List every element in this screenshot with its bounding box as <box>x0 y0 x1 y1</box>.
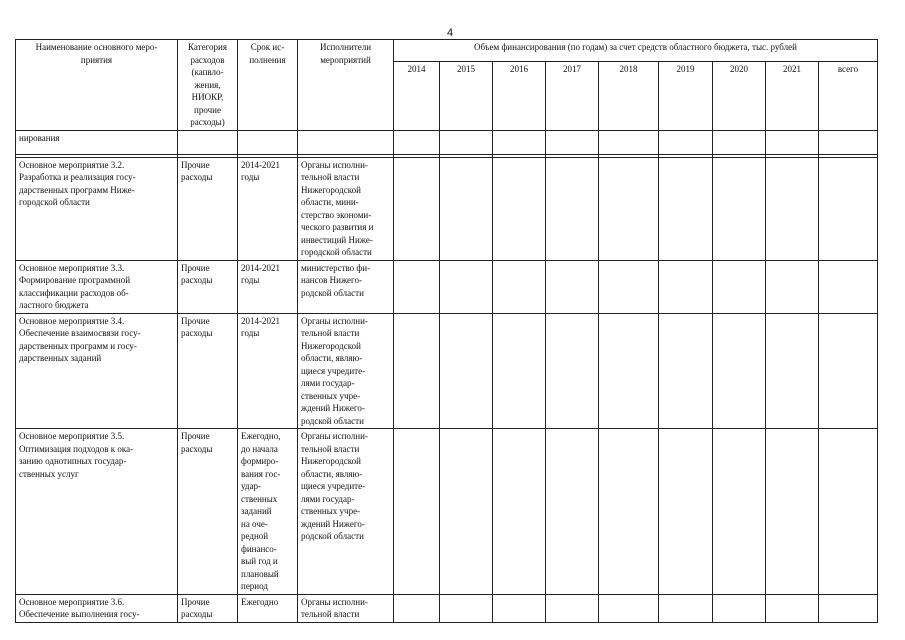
cell-category: Прочие расходы <box>178 594 238 622</box>
cell-amount <box>599 429 659 595</box>
cell-amount <box>659 594 713 622</box>
cell-amount <box>440 313 493 429</box>
cell-amount <box>546 130 599 154</box>
cell-amount <box>819 157 878 260</box>
year-2016: 2016 <box>493 61 546 130</box>
cell-amount <box>546 429 599 595</box>
cell-category: Прочие расходы <box>178 157 238 260</box>
cell-amount <box>394 594 440 622</box>
cell-amount <box>819 429 878 595</box>
year-total: всего <box>819 61 878 130</box>
header-term: Срок ис- полнения <box>238 40 298 131</box>
table-row <box>16 130 878 154</box>
cell-amount <box>493 130 546 154</box>
cell-category: Прочие расходы <box>178 260 238 313</box>
year-2014: 2014 <box>394 61 440 130</box>
cell-amount <box>659 260 713 313</box>
cell-amount <box>713 429 766 595</box>
header-executors: Исполнители мероприятий <box>298 40 394 131</box>
cell-amount <box>819 313 878 429</box>
cell-amount <box>766 130 819 154</box>
cell-executors: Органы исполни- тельной власти <box>298 594 394 622</box>
cell-amount <box>493 313 546 429</box>
cell-amount <box>819 594 878 622</box>
year-2018: 2018 <box>599 61 659 130</box>
cell-amount <box>546 594 599 622</box>
header-funding: Объем финансирования (по годам) за счет средств областного бюджета, тыс. рублей <box>394 40 878 62</box>
cell-amount <box>394 130 440 154</box>
cell-amount <box>766 594 819 622</box>
cell-amount <box>599 313 659 429</box>
header-row <box>16 40 878 62</box>
cell-name: Основное мероприятие 3.5. Оптимизация подходов к ока- занию однотипных государ- ственных услуг <box>16 429 178 595</box>
cell-amount <box>440 157 493 260</box>
cell-amount <box>659 157 713 260</box>
cell-name: нирования <box>16 130 178 154</box>
cell-executors: Органы исполни- тельной власти Нижегородской области, являю- щиеся учредите- лями государ- ственных учре- ждений Нижего- родской области <box>298 313 394 429</box>
page-number: 4 <box>447 27 454 39</box>
cell-amount <box>659 429 713 595</box>
cell-name: Основное мероприятие 3.4. Обеспечение взаимосвязи госу- дарственных программ и госу- дарственных заданий <box>16 313 178 429</box>
cell-amount <box>493 260 546 313</box>
cell-executors: Органы исполни- тельной власти Нижегородской области, являю- щиеся учредите- лями государ- ственных учре- ждений Нижего- родской области <box>298 429 394 595</box>
cell-term: 2014-2021 годы <box>238 157 298 260</box>
cell-term: Ежегодно, до начала формиро- вания гос- удар- ственных заданий на оче- редной финансо- вый год и плановый период <box>238 429 298 595</box>
cell-executors <box>298 130 394 154</box>
cell-amount <box>440 429 493 595</box>
cell-amount <box>493 594 546 622</box>
header-category: Категория расходов (капвло- жения, НИОКР, прочие расходы) <box>178 40 238 131</box>
table-row <box>16 260 878 313</box>
year-2021: 2021 <box>766 61 819 130</box>
year-2020: 2020 <box>713 61 766 130</box>
cell-amount <box>440 260 493 313</box>
cell-amount <box>493 157 546 260</box>
cell-amount <box>394 429 440 595</box>
cell-amount <box>394 157 440 260</box>
cell-amount <box>766 157 819 260</box>
cell-amount <box>493 429 546 595</box>
cell-amount <box>713 157 766 260</box>
cell-amount <box>659 313 713 429</box>
year-2015: 2015 <box>440 61 493 130</box>
cell-amount <box>394 260 440 313</box>
cell-term <box>238 130 298 154</box>
cell-amount <box>713 130 766 154</box>
cell-executors: Органы исполни- тельной власти Нижегородской области, мини- стерство экономи- ческого развития и инвестиций Ниже- городской области <box>298 157 394 260</box>
cell-amount <box>766 429 819 595</box>
cell-name: Основное мероприятие 3.3. Формирование программной классификации расходов об- ластного бюджета <box>16 260 178 313</box>
cell-category <box>178 130 238 154</box>
cell-amount <box>713 313 766 429</box>
cell-amount <box>394 313 440 429</box>
cell-amount <box>599 130 659 154</box>
cell-amount <box>713 260 766 313</box>
cell-amount <box>659 130 713 154</box>
cell-amount <box>599 157 659 260</box>
cell-amount <box>546 260 599 313</box>
cell-amount <box>819 130 878 154</box>
cell-amount <box>440 594 493 622</box>
cell-amount <box>599 594 659 622</box>
cell-category: Прочие расходы <box>178 429 238 595</box>
cell-amount <box>766 313 819 429</box>
cell-amount <box>766 260 819 313</box>
funding-table <box>15 39 878 623</box>
cell-name: Основное мероприятие 3.6. Обеспечение выполнения госу- <box>16 594 178 622</box>
table-row <box>16 594 878 622</box>
cell-term: 2014-2021 годы <box>238 313 298 429</box>
cell-executors: министерство фи- нансов Нижего- родской области <box>298 260 394 313</box>
table-row <box>16 313 878 429</box>
cell-amount <box>546 313 599 429</box>
cell-term: Ежегодно <box>238 594 298 622</box>
cell-amount <box>713 594 766 622</box>
cell-name: Основное мероприятие 3.2. Разработка и реализация госу- дарственных программ Ниже- городской области <box>16 157 178 260</box>
header-name: Наименование основного меро- приятия <box>16 40 178 131</box>
cell-category: Прочие расходы <box>178 313 238 429</box>
cell-amount <box>819 260 878 313</box>
cell-amount <box>440 130 493 154</box>
year-2017: 2017 <box>546 61 599 130</box>
table-row <box>16 157 878 260</box>
cell-term: 2014-2021 годы <box>238 260 298 313</box>
table-row <box>16 429 878 595</box>
cell-amount <box>599 260 659 313</box>
year-2019: 2019 <box>659 61 713 130</box>
cell-amount <box>546 157 599 260</box>
